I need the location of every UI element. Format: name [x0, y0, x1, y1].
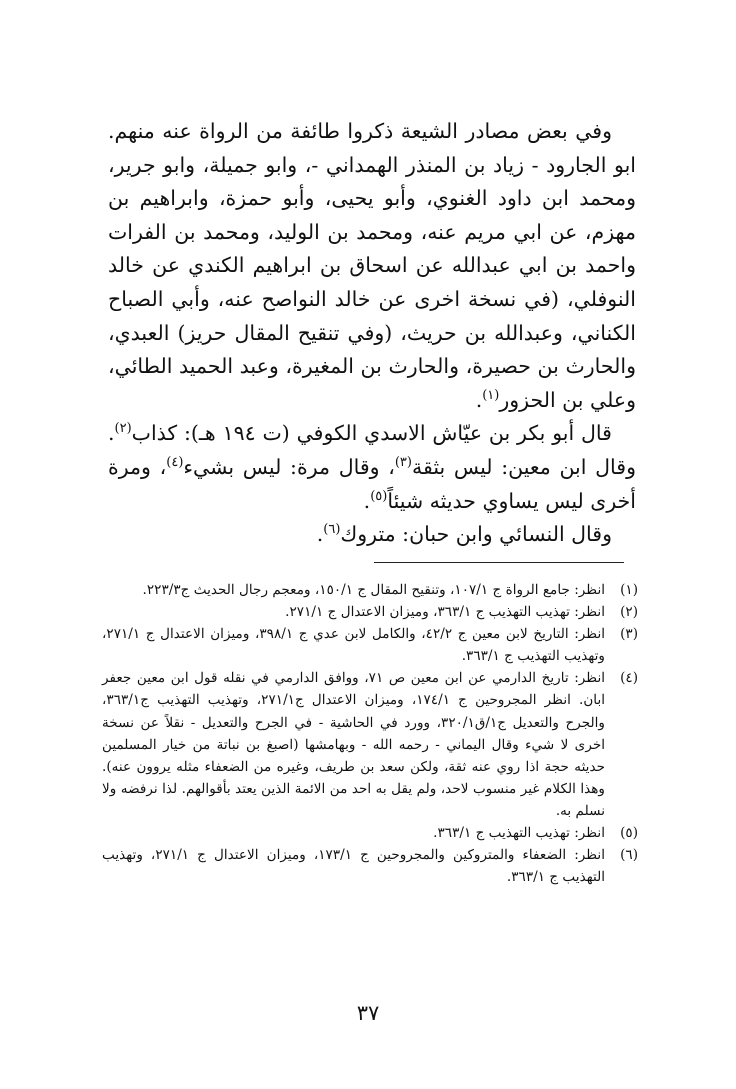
footnote-number: (٣)	[620, 626, 638, 643]
footnote-ref-5: (٥)	[370, 488, 388, 504]
footnote-ref-3: (٣)	[394, 455, 412, 471]
paragraph-3-end: .	[316, 522, 324, 547]
footnote	[102, 601, 638, 623]
footnotes	[102, 579, 638, 888]
paragraph-2-text-c: ، وقال مرة: ليس بشيء	[183, 454, 395, 479]
footnote-ref-4: (٤)	[166, 455, 184, 471]
footnote	[102, 667, 638, 822]
footnote	[102, 844, 638, 888]
footnote-ref-6: (٦)	[323, 522, 341, 538]
footnote-text: انظر: الضعفاء والمتروكين والمجروحين ج ١٧٣/١، وميزان الاعتدال ج ٢٧١/١، وتهذيب التهذيب ج ٣٦٣/١.	[102, 847, 605, 886]
footnote-separator	[374, 562, 624, 563]
footnote-number: (١)	[620, 582, 638, 598]
footnote-text: انظر: التاريخ لابن معين ج ٤٢/٢، والكامل لابن عدي ج ٣٩٨/١، وميزان الاعتدال ج ٢٧١/١، وتهذيب التهذيب ج ٣٦٣/١.	[102, 626, 606, 665]
footnote-ref-1: (١)	[482, 387, 500, 403]
footnote-number: (٦)	[620, 847, 638, 864]
paragraph-3	[108, 518, 636, 552]
footnote-number: (٢)	[620, 604, 638, 621]
page-number: ٣٧	[356, 1001, 380, 1025]
main-text	[108, 115, 636, 552]
footnote-number: (٤)	[620, 670, 638, 687]
footnote-ref-2: (٢)	[114, 421, 132, 437]
paragraph-2-text-b: . وقال ابن معين: ليس بثقة	[108, 421, 636, 479]
footnote-text: انظر: تهذيب التهذيب ج ٣٦٣/١.	[433, 825, 605, 842]
paragraph-1-end: .	[475, 387, 483, 412]
paragraph-1-text: وفي بعض مصادر الشيعة ذكروا طائفة من الرواة عنه منهم. ابو الجارود - زياد بن المنذر الهمداني -، وابو جميلة، وابو جرير، ومحمد ابن داود الغنوي، وأبو يحيى، وأبو حمزة، وابراهيم بن مهزم، عن ابي مريم عنه، ومحمد بن الوليد، ومحمد بن الفرات واحمد بن ابي عبدالله عن اسحاق بن ابراهيم الكندي عن خالد النوفلي، (في نسخة اخرى عن خالد النواصح عنه، وأبي الصباح الكناني، وعبدالله بن حريث، (وفي تنقيح المقال حريز) العبدي، والحارث بن حصيرة، والحارث بن المغيرة، وعبد الحميد الطائي، وعلي بن الحزور	[108, 119, 636, 412]
paragraph-2-text-a: قال أبو بكر بن عيّاش الاسدي الكوفي (ت ١٩٤ هـ): كذاب	[131, 421, 612, 446]
paragraph-2-end: .	[363, 488, 371, 513]
footnote	[102, 623, 638, 667]
footnote-number: (٥)	[620, 825, 638, 842]
footnote	[102, 579, 638, 601]
paragraph-1	[108, 115, 636, 417]
paragraph-2-text-d: ، ومرة أخرى ليس يساوي حديثه شيئاً	[108, 454, 636, 513]
footnote-text: انظر: تهذيب التهذيب ج ٣٦٣/١، وميزان الاعتدال ج ٢٧١/١.	[285, 604, 605, 621]
footnote-text: انظر: تاريخ الدارمي عن ابن معين ص ٧١، ووافق الدارمي في نقله قول ابن معين جعفر ابان. انظر المجروحين ج ١٧٤/١، وميزان الاعتدال ج٢٧١/١، وتهذيب التهذيب ج٣٦٣/١، والجرح والتعديل ج١/ق٣٢٠/١، وورد في الحاشية - في الجرح والتعديل - نقلاً عن نسخة اخرى لا شيء وقال اليماني - رحمه الله - وبهامشها (اصبغ بن نباتة من خيار المسلمين حديثه حجة اذا روي عنه ثقة، ولكن سعد بن طريف، وغيره من الضعفاء مثله يروون عنه). وهذا الكلام غير منسوب لاحد، ولم يقل به احد من الائمة الذين يعتد بأقوالهم. لذا نرفضه ولا نسلم به.	[102, 670, 606, 819]
footnote	[102, 822, 638, 844]
paragraph-3-text: وقال النسائي وابن حبان: متروك	[340, 522, 612, 547]
paragraph-2	[108, 417, 636, 518]
footnote-text: انظر: جامع الرواة ج ١٠٧/١، وتنقيح المقال ج ١٥٠/١، ومعجم رجال الحديث ج٢٢٣/٣.	[142, 582, 605, 598]
